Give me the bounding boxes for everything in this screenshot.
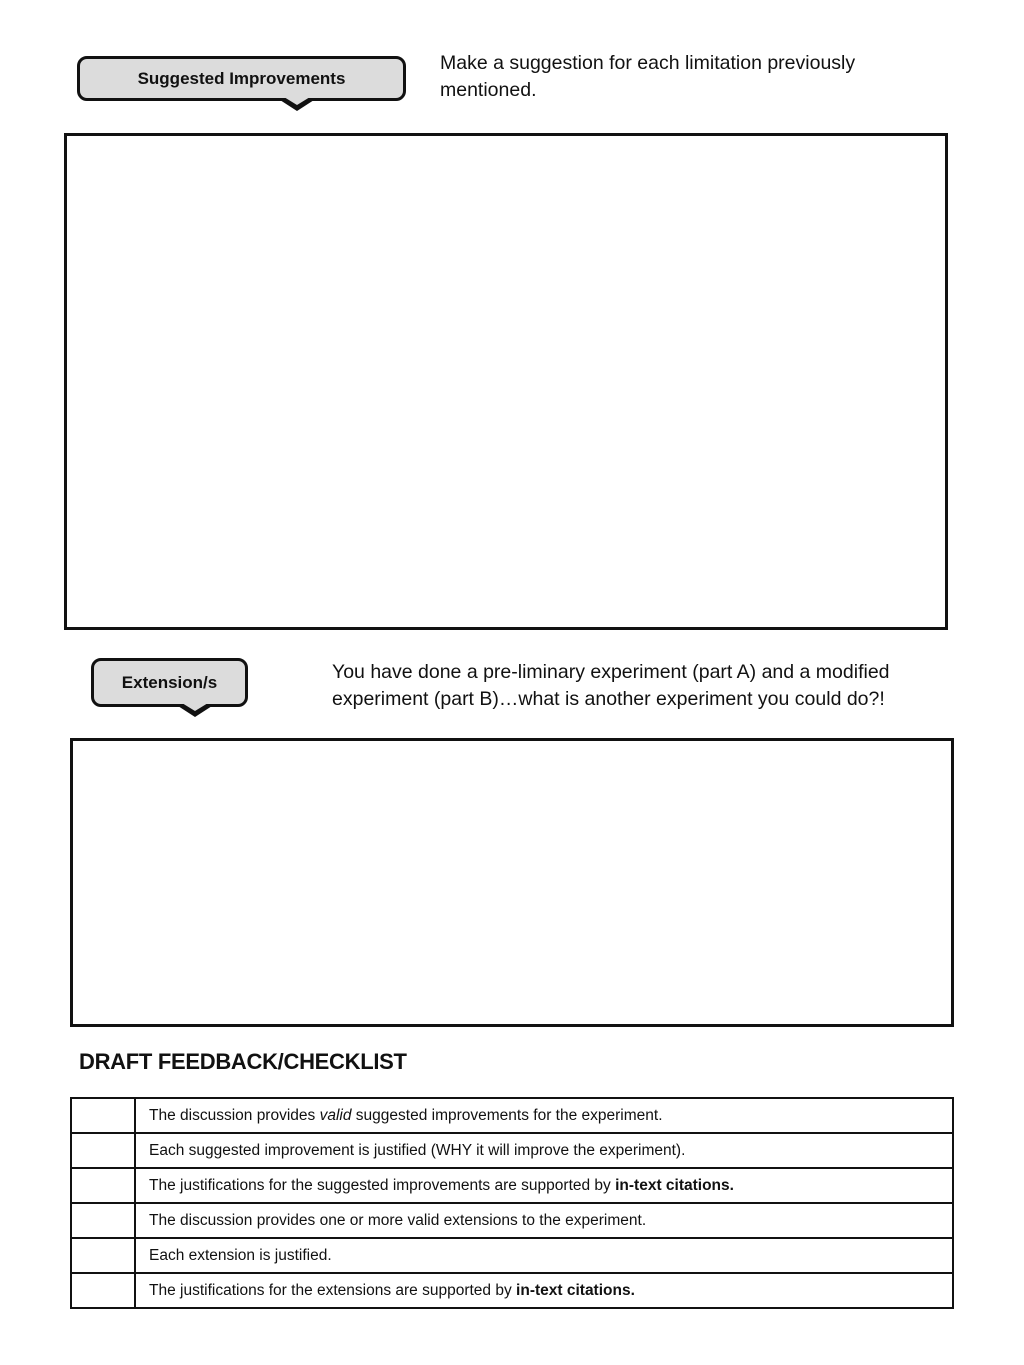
checklist-criterion	[135, 1203, 953, 1238]
callout-tail	[178, 706, 212, 717]
checklist-criterion	[135, 1133, 953, 1168]
checklist-checkbox-cell[interactable]	[71, 1238, 135, 1273]
checklist-criterion	[135, 1273, 953, 1308]
extensions-title: Extension/s	[121, 672, 218, 692]
improvements-answer-box[interactable]	[64, 133, 948, 630]
improvements-instruction: Make a suggestion for each limitation previously mentioned.	[440, 52, 856, 101]
extensions-instruction: You have done a pre-liminary experiment (part A) and a modified experiment (part B)…what is another experiment you could do?!	[332, 661, 890, 710]
extensions-label	[91, 658, 248, 707]
criterion-text: Each extension is justified.	[149, 1246, 332, 1264]
checklist-checkbox-cell[interactable]	[71, 1203, 135, 1238]
extensions-answer-box[interactable]	[70, 738, 954, 1027]
suggested-improvements-label	[77, 56, 406, 101]
feedback-checklist-table	[70, 1097, 954, 1309]
criterion-strong: in-text citations.	[516, 1281, 635, 1299]
criterion-text: Each suggested improvement is justified (WHY it will improve the experiment).	[149, 1141, 686, 1159]
criterion-text: suggested improvements for the experiment.	[351, 1106, 663, 1124]
callout-tail	[280, 100, 314, 111]
criterion-text: The discussion provides	[149, 1106, 320, 1124]
checklist-row	[71, 1133, 953, 1168]
checklist-checkbox-cell[interactable]	[71, 1168, 135, 1203]
criterion-strong: in-text citations.	[615, 1176, 734, 1194]
checklist-row	[71, 1168, 953, 1203]
checklist-criterion	[135, 1238, 953, 1273]
checklist-heading: DRAFT FEEDBACK/CHECKLIST	[79, 1049, 407, 1074]
checklist-row	[71, 1238, 953, 1273]
checklist-checkbox-cell[interactable]	[71, 1273, 135, 1308]
checklist-checkbox-cell[interactable]	[71, 1133, 135, 1168]
checklist-criterion	[135, 1098, 953, 1133]
checklist-row	[71, 1203, 953, 1238]
criterion-text: The justifications for the extensions are supported by	[149, 1281, 517, 1299]
suggested-improvements-title: Suggested Improvements	[137, 68, 346, 88]
criterion-text: The justifications for the suggested improvements are supported by	[149, 1176, 616, 1194]
checklist-row	[71, 1273, 953, 1308]
criterion-emphasis: valid	[319, 1106, 352, 1124]
checklist-criterion	[135, 1168, 953, 1203]
criterion-text: The discussion provides one or more valid extensions to the experiment.	[149, 1211, 647, 1229]
checklist-checkbox-cell[interactable]	[71, 1098, 135, 1133]
checklist-row	[71, 1098, 953, 1133]
